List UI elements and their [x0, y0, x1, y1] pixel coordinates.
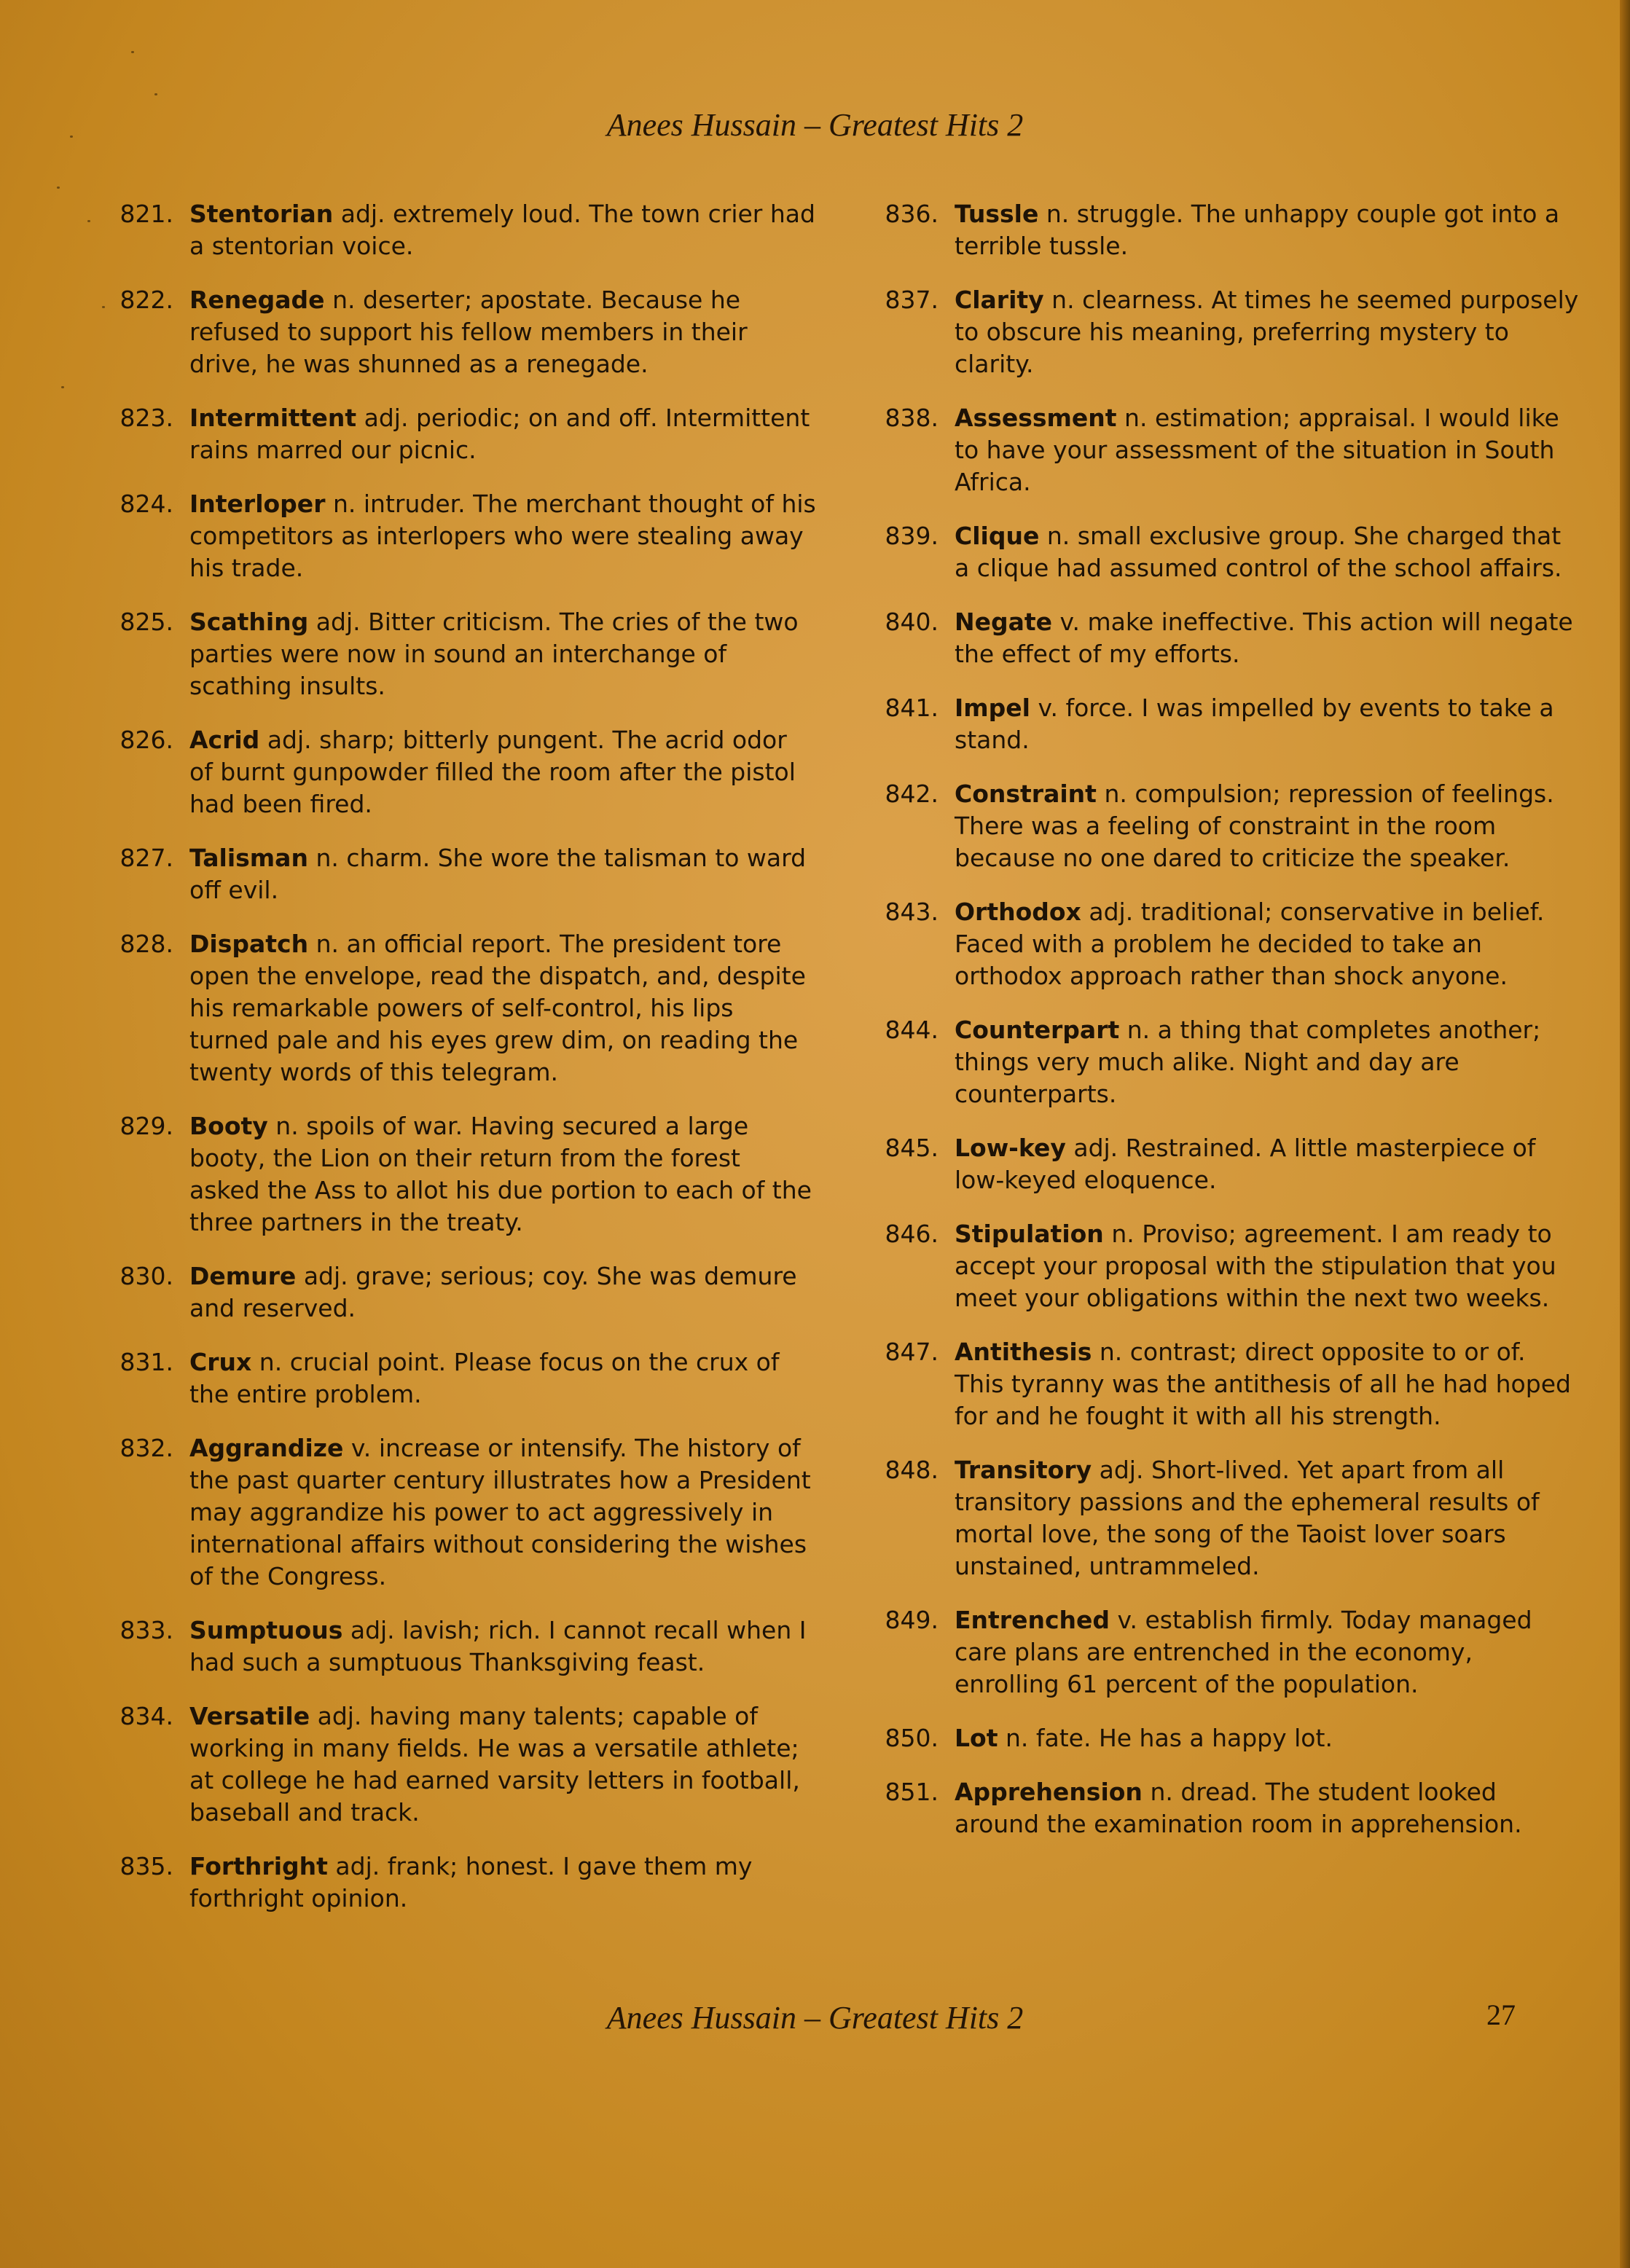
entry-number: 850.	[885, 1724, 939, 1752]
entry-number: 833.	[119, 1616, 173, 1644]
entry-word: Transitory	[955, 1456, 1092, 1484]
entry-body	[189, 1110, 816, 1239]
entry-842	[867, 778, 1581, 874]
entry-number: 829.	[119, 1112, 173, 1140]
entry-word: Forthright	[189, 1852, 328, 1880]
running-foot: Anees Hussain – Greatest Hits 2	[606, 2000, 1024, 2036]
definition: make ineffective. This action will negate the effect of my efforts.	[955, 608, 1573, 668]
entry-number: 838.	[885, 404, 939, 432]
definition: estimation; appraisal. I would like to have your assessment of the situation in South Africa.	[955, 404, 1559, 496]
entry-body	[189, 1346, 816, 1410]
definition: traditional; conservative in belief. Faced with a problem he decided to take an orthodox approach rather than shock anyone.	[955, 898, 1545, 990]
definition: extremely loud. The town crier had a stentorian voice.	[189, 200, 815, 260]
part-of-speech: adj.	[335, 1852, 380, 1880]
entry-839	[867, 520, 1581, 584]
entry-number: 822.	[119, 286, 173, 314]
entry-word: Impel	[955, 694, 1030, 722]
entry-831	[102, 1346, 816, 1410]
entry-832	[102, 1432, 816, 1593]
entry-827	[102, 842, 816, 906]
entry-word: Crux	[189, 1348, 252, 1376]
entry-number: 827.	[119, 844, 173, 872]
entry-word: Assessment	[955, 404, 1117, 432]
entry-word: Dispatch	[189, 930, 309, 958]
entry-number: 830.	[119, 1262, 173, 1290]
entry-848	[867, 1454, 1581, 1582]
part-of-speech: adj.	[303, 1262, 348, 1290]
definition: having many talents; capable of working in many fields. He was a versatile athlete; at college he had earned varsity letters in football, baseball and track.	[189, 1702, 800, 1826]
entry-word: Counterpart	[955, 1016, 1120, 1044]
entry-word: Stipulation	[955, 1220, 1104, 1248]
entry-body	[189, 1432, 816, 1593]
part-of-speech: n.	[1150, 1778, 1173, 1806]
entry-824	[102, 488, 816, 584]
entry-836	[867, 198, 1581, 262]
entry-837	[867, 284, 1581, 380]
part-of-speech: n.	[316, 844, 339, 872]
part-of-speech: n.	[1005, 1724, 1029, 1752]
entry-825	[102, 606, 816, 702]
running-head: Anees Hussain – Greatest Hits 2	[606, 107, 1024, 143]
page-number: 27	[1486, 1998, 1516, 2031]
entry-number: 821.	[119, 200, 173, 228]
definition: a thing that completes another; things very much alike. Night and day are counterparts.	[955, 1016, 1541, 1108]
definition: Proviso; agreement. I am ready to accept your proposal with the stipulation that you meet your obligations within the next two weeks.	[955, 1220, 1556, 1312]
entry-word: Stentorian	[189, 200, 334, 228]
entry-word: Entrenched	[955, 1606, 1110, 1634]
entry-word: Antithesis	[955, 1338, 1092, 1366]
entry-826	[102, 724, 816, 820]
entry-body	[955, 692, 1581, 756]
definition: frank; honest. I gave them my forthright opinion.	[189, 1852, 753, 1912]
entry-840	[867, 606, 1581, 670]
paper-speck	[131, 51, 134, 53]
definition: Short-lived. Yet apart from all transitory passions and the ephemeral results of mortal love, the song of the Taoist lover soars unstained, untrammeled.	[955, 1456, 1540, 1580]
entry-word: Constraint	[955, 780, 1097, 808]
entry-body	[955, 606, 1581, 670]
entry-body	[955, 1604, 1581, 1700]
entry-word: Talisman	[189, 844, 308, 872]
entry-word: Lot	[955, 1724, 998, 1752]
entry-number: 841.	[885, 694, 939, 722]
entry-number: 846.	[885, 1220, 939, 1248]
definition: charm. She wore the talisman to ward off evil.	[189, 844, 807, 904]
part-of-speech: v.	[1117, 1606, 1137, 1634]
entry-body	[189, 606, 816, 702]
definition: Bitter criticism. The cries of the two parties were now in sound an interchange of scathing insults.	[189, 608, 799, 700]
entry-number: 843.	[885, 898, 939, 926]
entry-number: 832.	[119, 1434, 173, 1462]
entry-number: 826.	[119, 726, 173, 754]
definition: struggle. The unhappy couple got into a terrible tussle.	[955, 200, 1560, 260]
entry-830	[102, 1260, 816, 1325]
entry-number: 834.	[119, 1702, 173, 1730]
entry-word: Demure	[189, 1262, 297, 1290]
definition: force. I was impelled by events to take a stand.	[955, 694, 1554, 754]
entry-word: Negate	[955, 608, 1053, 636]
entry-841	[867, 692, 1581, 756]
entry-word: Scathing	[189, 608, 309, 636]
part-of-speech: n.	[1111, 1220, 1135, 1248]
entry-body	[955, 1218, 1581, 1314]
part-of-speech: adj.	[350, 1616, 395, 1644]
entry-body	[955, 778, 1581, 874]
page-edge-shadow	[1620, 0, 1630, 2268]
paper-speck	[57, 187, 60, 189]
entry-body	[955, 520, 1581, 584]
entry-number: 828.	[119, 930, 173, 958]
paper-speck	[87, 220, 90, 222]
part-of-speech: n.	[1099, 1338, 1123, 1366]
entry-word: Low-key	[955, 1134, 1066, 1162]
definition: dread. The student looked around the examination room in apprehension.	[955, 1778, 1522, 1838]
entry-821	[102, 198, 816, 262]
part-of-speech: n.	[1126, 1016, 1151, 1044]
entry-word: Acrid	[189, 726, 260, 754]
entry-844	[867, 1014, 1581, 1110]
entry-845	[867, 1132, 1581, 1196]
definition: establish firmly. Today managed care plans are entrenched in the economy, enrolling 61 percent of the population.	[955, 1606, 1532, 1698]
part-of-speech: n.	[259, 1348, 283, 1376]
entry-number: 849.	[885, 1606, 939, 1634]
entry-829	[102, 1110, 816, 1239]
entry-838	[867, 402, 1581, 498]
part-of-speech: n.	[332, 286, 356, 314]
entry-number: 842.	[885, 780, 939, 808]
entry-number: 840.	[885, 608, 939, 636]
entry-number: 837.	[885, 286, 939, 314]
entry-word: Interloper	[189, 490, 326, 518]
part-of-speech: v.	[1059, 608, 1081, 636]
part-of-speech: adj.	[364, 404, 409, 432]
entry-body	[189, 284, 816, 380]
entry-word: Tussle	[955, 200, 1039, 228]
entry-word: Apprehension	[955, 1778, 1143, 1806]
definition: increase or intensify. The history of the past quarter century illustrates how a President may aggrandize his power to act aggressively in international affairs without considering the wishes of the Congress.	[189, 1434, 811, 1590]
part-of-speech: adj.	[1073, 1134, 1118, 1162]
definition: an official report. The president tore open the envelope, read the dispatch, and, despite his remarkable powers of self-control, his lips turned pale and his eyes grew dim, on reading the twenty words of this telegram.	[189, 930, 806, 1086]
entry-body	[955, 198, 1581, 262]
entry-body	[955, 1722, 1581, 1754]
definition: intruder. The merchant thought of his competitors as interlopers who were stealing away his trade.	[189, 490, 816, 582]
entry-body	[189, 724, 816, 820]
entry-word: Sumptuous	[189, 1616, 343, 1644]
entry-body	[189, 928, 816, 1088]
entry-835	[102, 1851, 816, 1915]
entry-word: Booty	[189, 1112, 268, 1140]
definition: fate. He has a happy lot.	[1035, 1724, 1333, 1752]
part-of-speech: n.	[316, 930, 339, 958]
entry-body	[189, 1614, 816, 1679]
entry-number: 831.	[119, 1348, 173, 1376]
paper-speck	[61, 386, 64, 388]
definition: clearness. At times he seemed purposely to obscure his meaning, preferring mystery to clarity.	[955, 286, 1579, 378]
part-of-speech: adj.	[267, 726, 312, 754]
entry-body	[189, 402, 816, 466]
paper-speck	[154, 93, 157, 95]
entry-823	[102, 402, 816, 466]
left-column	[102, 198, 816, 1937]
definition: sharp; bitterly pungent. The acrid odor of burnt gunpowder filled the room after the pistol had been fired.	[189, 726, 796, 818]
definition: spoils of war. Having secured a large booty, the Lion on their return from the forest asked the Ass to allot his due portion to each of the three partners in the treaty.	[189, 1112, 812, 1236]
entry-body	[189, 1851, 816, 1915]
entry-number: 851.	[885, 1778, 939, 1806]
entry-word: Clarity	[955, 286, 1044, 314]
entry-834	[102, 1700, 816, 1829]
part-of-speech: n.	[1124, 404, 1148, 432]
entry-word: Orthodox	[955, 898, 1081, 926]
entry-number: 848.	[885, 1456, 939, 1484]
entry-body	[955, 896, 1581, 992]
entry-body	[955, 284, 1581, 380]
part-of-speech: adj.	[340, 200, 385, 228]
entry-number: 835.	[119, 1852, 173, 1880]
definition: lavish; rich. I cannot recall when I had such a sumptuous Thanksgiving feast.	[189, 1616, 807, 1676]
part-of-speech: adj.	[1089, 898, 1134, 926]
entry-number: 836.	[885, 200, 939, 228]
entry-number: 847.	[885, 1338, 939, 1366]
entry-849	[867, 1604, 1581, 1700]
entry-body	[955, 1454, 1581, 1582]
part-of-speech: n.	[1046, 522, 1070, 550]
part-of-speech: n.	[332, 490, 356, 518]
definition: compulsion; repression of feelings. There was a feeling of constraint in the room because no one dared to criticize the speaker.	[955, 780, 1554, 872]
entry-843	[867, 896, 1581, 992]
entry-body	[955, 1132, 1581, 1196]
entry-number: 823.	[119, 404, 173, 432]
definition: grave; serious; coy. She was demure and reserved.	[189, 1262, 797, 1322]
entry-828	[102, 928, 816, 1088]
part-of-speech: v.	[1038, 694, 1058, 722]
part-of-speech: v.	[350, 1434, 372, 1462]
entry-body	[189, 1700, 816, 1829]
entry-body	[955, 1014, 1581, 1110]
entry-word: Aggrandize	[189, 1434, 344, 1462]
entry-body	[189, 842, 816, 906]
entry-body	[189, 198, 816, 262]
part-of-speech: n.	[1046, 200, 1070, 228]
entry-word: Renegade	[189, 286, 325, 314]
entry-body	[955, 402, 1581, 498]
definition: Restrained. A little masterpiece of low-keyed eloquence.	[955, 1134, 1536, 1194]
entry-number: 824.	[119, 490, 173, 518]
part-of-speech: adj.	[317, 1702, 362, 1730]
part-of-speech: n.	[1051, 286, 1075, 314]
entry-833	[102, 1614, 816, 1679]
entry-word: Intermittent	[189, 404, 357, 432]
entry-body	[955, 1776, 1581, 1840]
right-column	[867, 198, 1581, 1862]
definition: periodic; on and off. Intermittent rains marred our picnic.	[189, 404, 810, 464]
entry-body	[189, 488, 816, 584]
part-of-speech: adj.	[1099, 1456, 1144, 1484]
entry-847	[867, 1336, 1581, 1432]
part-of-speech: n.	[1104, 780, 1127, 808]
entry-number: 845.	[885, 1134, 939, 1162]
definition: deserter; apostate. Because he refused to support his fellow members in their drive, he was shunned as a renegade.	[189, 286, 748, 378]
entry-850	[867, 1722, 1581, 1754]
entry-number: 839.	[885, 522, 939, 550]
entry-number: 844.	[885, 1016, 939, 1044]
definition: small exclusive group. She charged that a clique had assumed control of the school affairs.	[955, 522, 1562, 582]
entry-851	[867, 1776, 1581, 1840]
definition: crucial point. Please focus on the crux of the entire problem.	[189, 1348, 780, 1408]
entry-number: 825.	[119, 608, 173, 636]
entry-word: Clique	[955, 522, 1040, 550]
entry-822	[102, 284, 816, 380]
entry-body	[955, 1336, 1581, 1432]
entry-body	[189, 1260, 816, 1325]
entry-846	[867, 1218, 1581, 1314]
entry-word: Versatile	[189, 1702, 310, 1730]
part-of-speech: adj.	[316, 608, 361, 636]
part-of-speech: n.	[275, 1112, 299, 1140]
definition: contrast; direct opposite to or of. This tyranny was the antithesis of all he had hoped for and he fought it with all his strength.	[955, 1338, 1571, 1430]
